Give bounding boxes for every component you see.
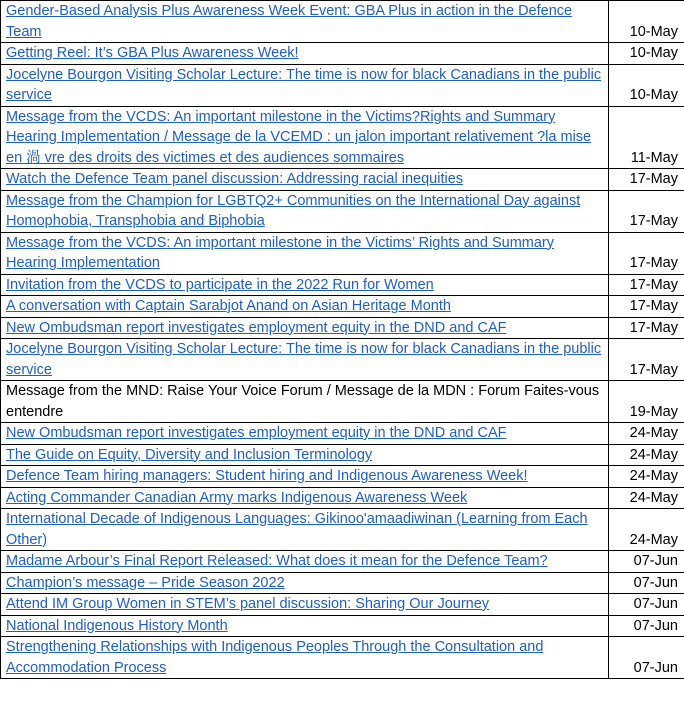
article-link[interactable]: Champion’s message – Pride Season 2022	[6, 574, 285, 591]
date-cell: 19-May	[609, 381, 684, 423]
title-cell	[1, 423, 609, 445]
article-link[interactable]: A conversation with Captain Sarabjot Anand on Asian Heritage Month	[6, 298, 451, 314]
article-title: Message from the MND: Raise Your Voice Forum / Message de la MDN : Forum Faites-vous entendre	[6, 383, 600, 420]
date-cell: 17-May	[609, 274, 684, 296]
title-cell	[1, 487, 609, 509]
date-cell: 17-May	[609, 169, 684, 191]
date-cell: 17-May	[609, 296, 684, 318]
title-cell	[1, 232, 609, 274]
article-link[interactable]: Strengthening Relationships with Indigenous Peoples Through the Consultation and Accommodation Process	[6, 639, 544, 676]
date-cell: 24-May	[609, 444, 684, 466]
date-cell: 24-May	[609, 423, 684, 445]
title-cell	[1, 466, 609, 488]
title-cell	[1, 572, 609, 594]
date-cell: 10-May	[609, 1, 684, 43]
article-link[interactable]: Invitation from the VCDS to participate in the 2022 Run for Women	[6, 276, 434, 293]
date-cell: 24-May	[609, 466, 684, 488]
date-cell: 07-Jun	[609, 572, 684, 594]
title-cell	[1, 444, 609, 466]
date-cell: 10-May	[609, 64, 684, 106]
article-link[interactable]: Jocelyne Bourgon Visiting Scholar Lecture: The time is now for black Canadians in the public service	[6, 341, 602, 378]
article-link[interactable]: The Guide on Equity, Diversity and Inclusion Terminology	[6, 446, 373, 463]
table-row	[1, 551, 684, 573]
table-row	[1, 487, 684, 509]
table-row	[1, 296, 684, 318]
title-cell	[1, 339, 609, 381]
title-cell	[1, 317, 609, 339]
date-cell: 07-Jun	[609, 551, 684, 573]
table-row	[1, 190, 684, 232]
date-cell: 17-May	[609, 232, 684, 274]
article-link[interactable]: Getting Reel: It’s GBA Plus Awareness Week!	[6, 45, 299, 61]
date-cell: 07-Jun	[609, 637, 684, 679]
article-link[interactable]: New Ombudsman report investigates employment equity in the DND and CAF	[6, 425, 507, 441]
article-link[interactable]: Message from the VCDS: An important milestone in the Victims’ Rights and Summary Hearing Implementation	[6, 234, 554, 271]
date-cell: 24-May	[609, 509, 684, 551]
title-cell	[1, 637, 609, 679]
title-cell	[1, 190, 609, 232]
table-row	[1, 274, 684, 296]
article-link[interactable]: Attend IM Group Women in STEM’s panel discussion: Sharing Our Journey	[6, 596, 490, 612]
article-link[interactable]: Message from the VCDS: An important milestone in the Victims?Rights and Summary Hearing Implementation / Message de la VCEMD : un jalon important relativement ?la mise en 渦 vre des droits des victimes et des audiences sommaires	[6, 108, 592, 166]
table-row	[1, 232, 684, 274]
title-cell	[1, 64, 609, 106]
article-link[interactable]: National Indigenous History Month	[6, 617, 228, 634]
date-cell: 17-May	[609, 190, 684, 232]
table-row	[1, 466, 684, 488]
title-cell	[1, 509, 609, 551]
date-cell: 07-Jun	[609, 594, 684, 616]
article-link[interactable]: Message from the Champion for LGBTQ2+ Communities on the International Day against Homophobia, Transphobia and Biphobia	[6, 192, 581, 229]
title-cell	[1, 296, 609, 318]
date-cell: 17-May	[609, 317, 684, 339]
title-cell	[1, 594, 609, 616]
table-row	[1, 317, 684, 339]
title-cell	[1, 1, 609, 43]
date-cell: 24-May	[609, 487, 684, 509]
table-row	[1, 594, 684, 616]
table-row	[1, 64, 684, 106]
table-row	[1, 381, 684, 423]
date-cell: 11-May	[609, 106, 684, 169]
table-row	[1, 1, 684, 43]
title-cell	[1, 43, 609, 65]
date-cell: 17-May	[609, 339, 684, 381]
article-link[interactable]: Jocelyne Bourgon Visiting Scholar Lecture: The time is now for black Canadians in the public service	[6, 66, 602, 103]
table-row	[1, 339, 684, 381]
date-cell: 07-Jun	[609, 615, 684, 637]
article-link[interactable]: New Ombudsman report investigates employment equity in the DND and CAF	[6, 319, 507, 336]
table-row	[1, 423, 684, 445]
article-link[interactable]: Watch the Defence Team panel discussion: Addressing racial inequities	[6, 171, 464, 187]
title-cell	[1, 615, 609, 637]
article-link[interactable]: Acting Commander Canadian Army marks Indigenous Awareness Week	[6, 489, 468, 506]
news-table-body	[1, 1, 684, 679]
title-cell	[1, 274, 609, 296]
title-cell	[1, 169, 609, 191]
table-row	[1, 637, 684, 679]
article-link[interactable]: International Decade of Indigenous Languages: Gikinoo'amaadiwinan (Learning from Each Other)	[6, 511, 588, 548]
table-row	[1, 572, 684, 594]
table-row	[1, 509, 684, 551]
table-row	[1, 615, 684, 637]
title-cell	[1, 551, 609, 573]
article-link[interactable]: Madame Arbour’s Final Report Released: What does it mean for the Defence Team?	[6, 553, 548, 569]
table-row	[1, 43, 684, 65]
article-link[interactable]: Gender-Based Analysis Plus Awareness Week Event: GBA Plus in action in the Defence Team	[6, 3, 573, 40]
article-link[interactable]: Defence Team hiring managers: Student hiring and Indigenous Awareness Week!	[6, 468, 528, 484]
table-row	[1, 444, 684, 466]
title-cell	[1, 381, 609, 423]
table-row	[1, 106, 684, 169]
date-cell: 10-May	[609, 43, 684, 65]
table-row	[1, 169, 684, 191]
title-cell	[1, 106, 609, 169]
